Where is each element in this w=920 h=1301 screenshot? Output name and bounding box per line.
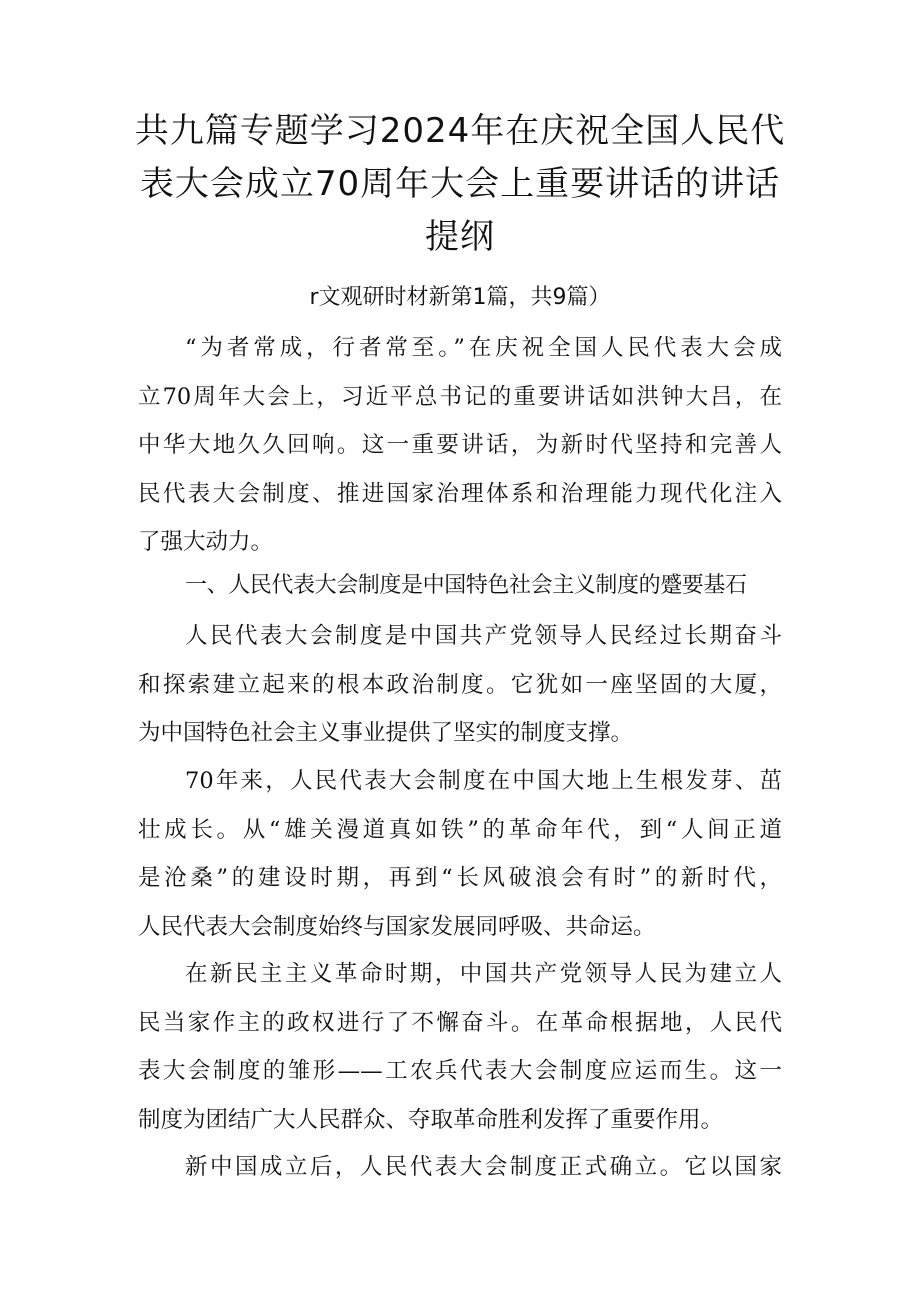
paragraph-line: 是沧桑”的建设时期，再到“长风破浪会有时”的新时代， [138,865,782,892]
paragraph-line: 人民代表大会制度始终与国家发展同呼吸、共命运。 [138,913,656,940]
paragraph-line: 为中国特色社会主义事业提供了坚实的制度支撑。 [138,720,634,747]
title-line: 提纲 [425,217,495,257]
paragraph [138,757,782,951]
paragraph-line: 民当家作主的政权进行了不懈奋斗。在革命根据地，人民代 [138,1009,782,1036]
paragraph [138,612,782,758]
title-line: 共九篇专题学习2024年在庆祝全国人民代 [134,111,786,151]
paragraph-line: 在新民主主义革命时期，中国共产党领导人民为建立人 [185,961,782,987]
paragraph-line: “为者常成，行者常至。”在庆祝全国人民代表大会成 [185,335,782,361]
paragraph-line: 人民代表大会制度是中国共产党领导人民经过长期奋斗 [185,623,782,649]
paragraph-line: 了强大动力。 [138,529,274,556]
paragraph-line: 中华大地久久回响。这一重要讲话，为新时代坚持和完善人 [138,432,782,459]
document-title [120,105,800,264]
paragraph-line: 制度为团结广大人民群众、夺取革命胜利发挥了重要作用。 [138,1106,724,1133]
document-subtitle: r文观研时材新第1篇，共9篇） [309,285,611,310]
paragraph-line: 和探索建立起来的根本政治制度。它犹如一座坚固的大厦， [138,671,782,698]
paragraph [138,1143,782,1192]
paragraph-line: 壮成长。从“雄关漫道真如铁”的革命年代，到“人间正道 [138,816,782,843]
paragraph-line: 70年来，人民代表大会制度在中国大地上生根发芽、茁 [185,768,782,794]
paragraph-line: 民代表大会制度、推进国家治理体系和治理能力现代化注入 [138,480,782,507]
paragraph-line: 立70周年大会上，习近平总书记的重要讲话如洪钟大吕，在 [138,383,782,410]
paragraph-line: 新中国成立后，人民代表大会制度正式确立。它以国家 [185,1154,782,1180]
section-heading: 一、人民代表大会制度是中国特色社会主义制度的蹙要基石 [185,573,747,598]
paragraph [138,324,782,567]
title-line: 表大会成立70周年大会上重要讲话的讲话 [139,164,781,204]
paragraph-line: 表大会制度的雏形——工农兵代表大会制度应运而生。这一 [138,1058,782,1085]
paragraph [138,950,782,1144]
